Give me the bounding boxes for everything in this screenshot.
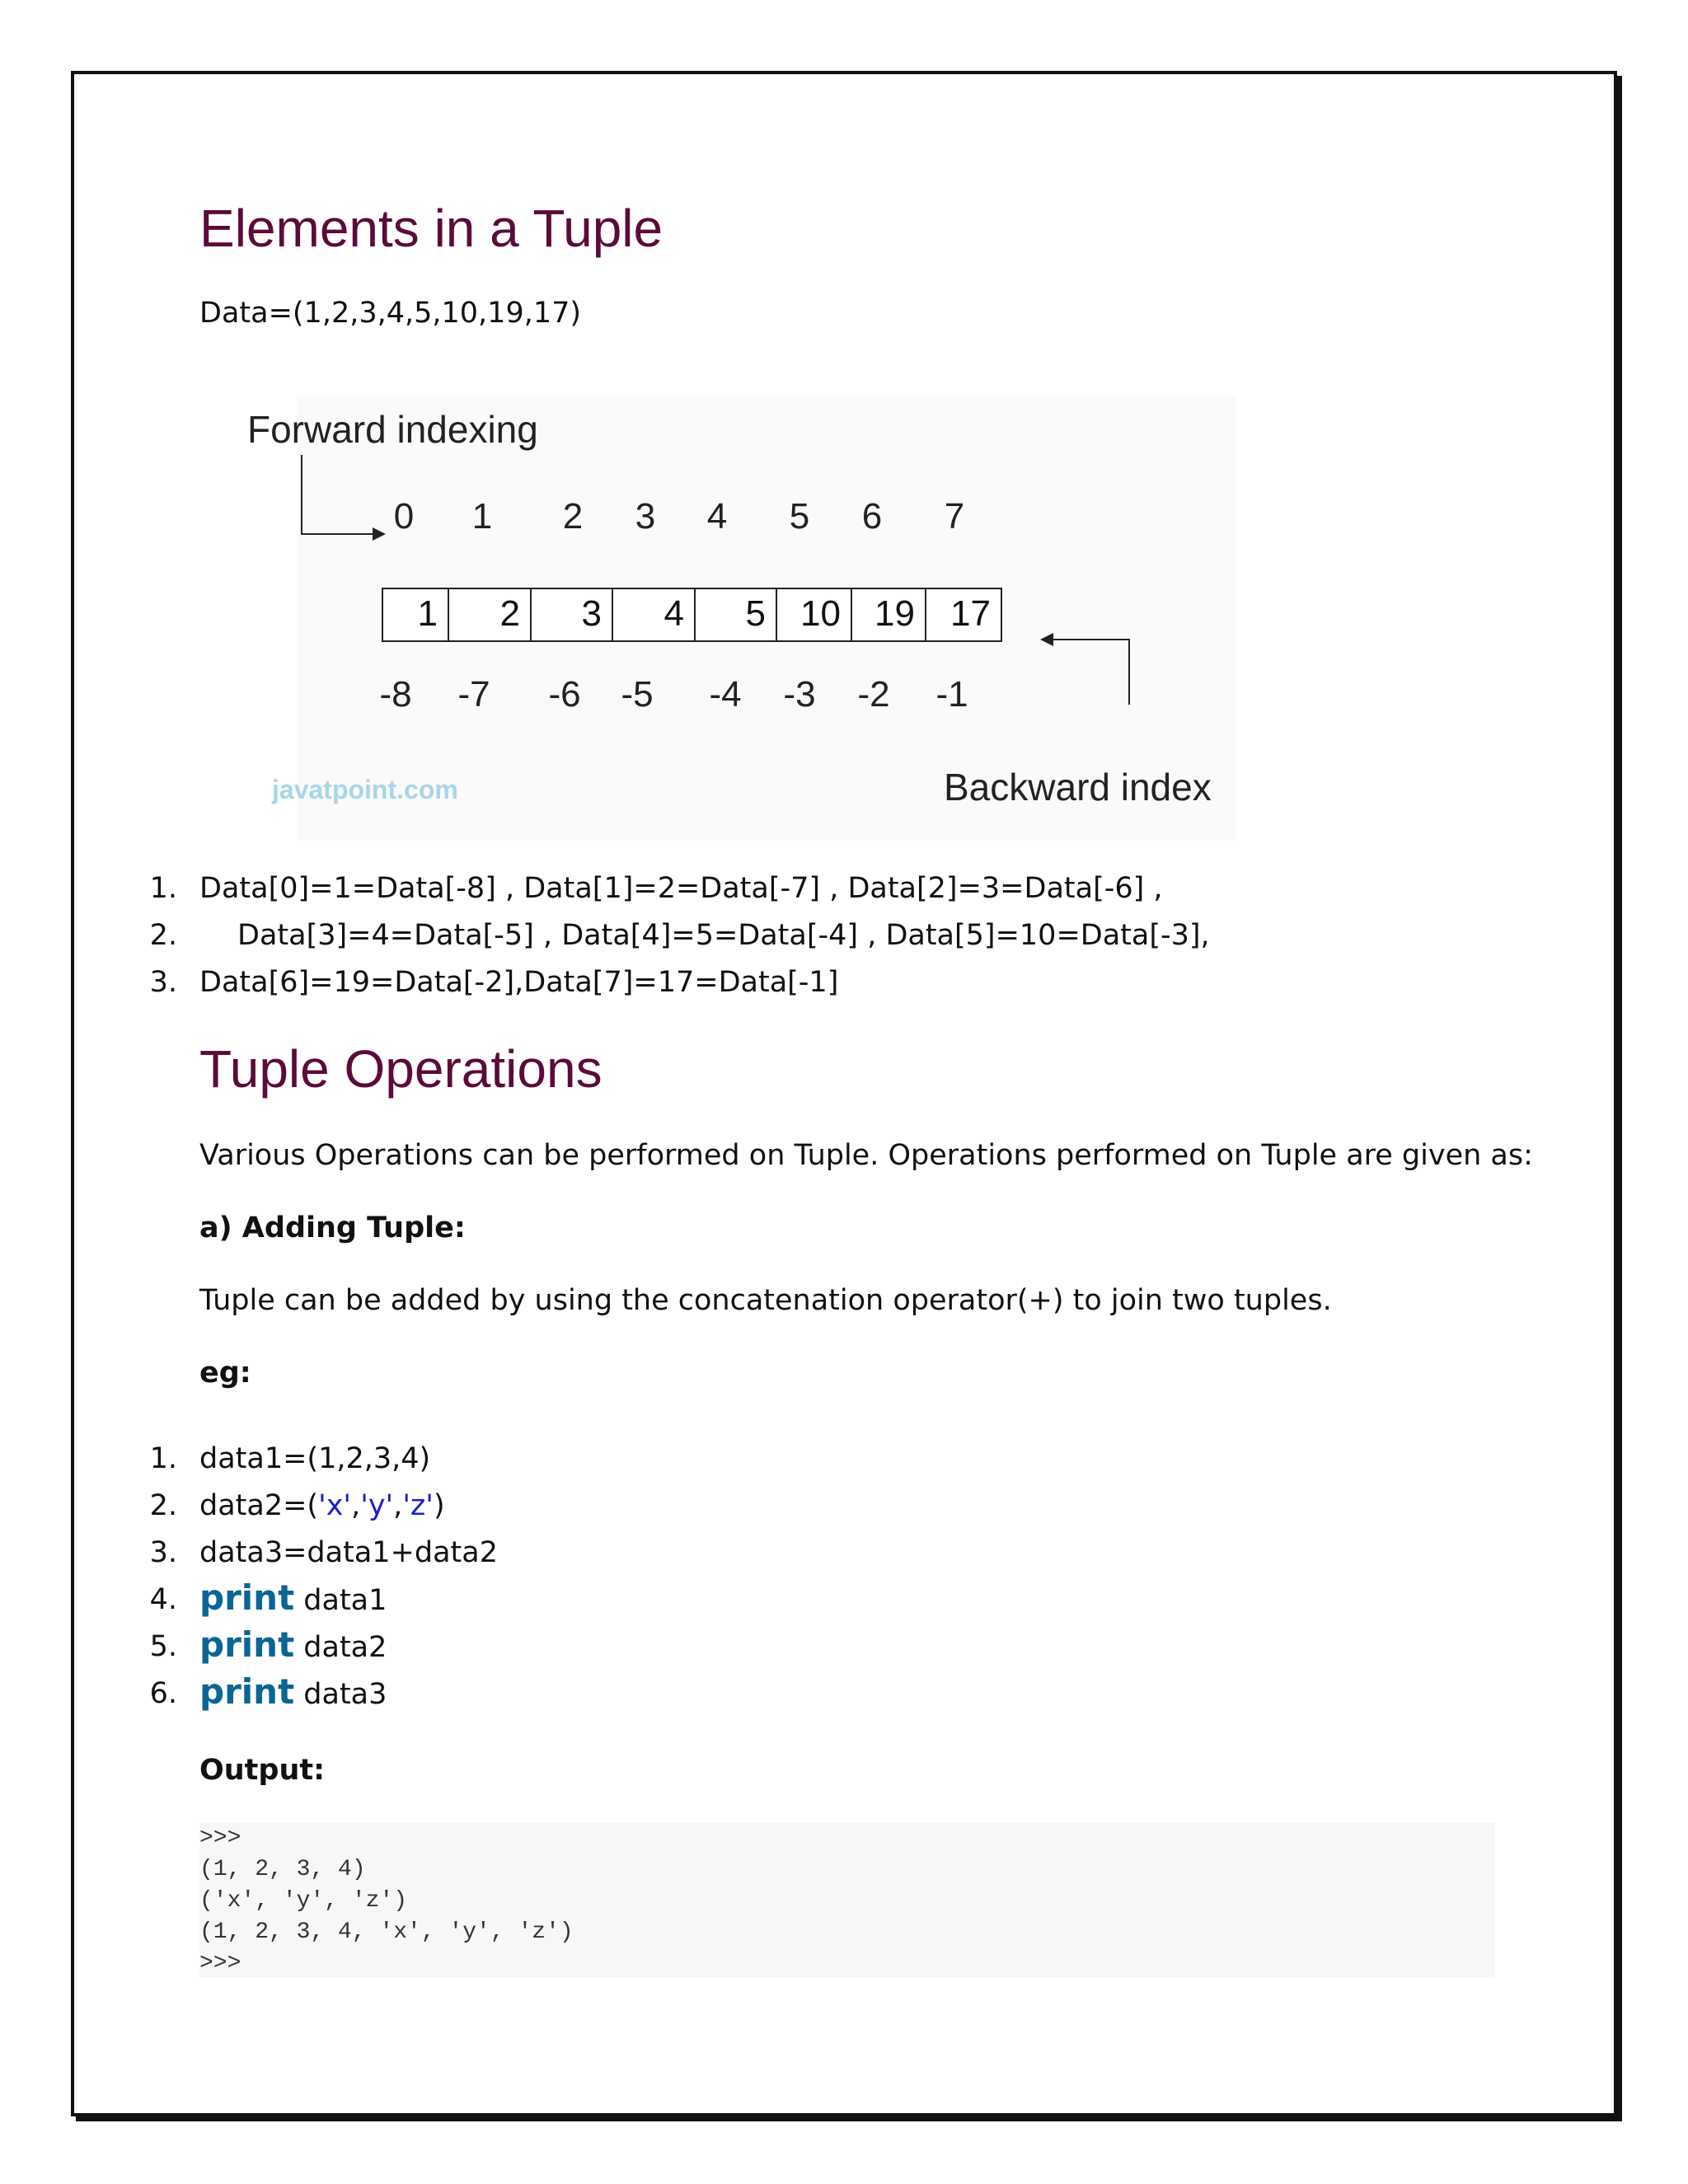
indexing-diagram — [247, 396, 1236, 841]
output-line: >>> — [199, 1825, 241, 1851]
forward-index: 4 — [706, 496, 728, 537]
tuple-cell: 19 — [851, 588, 926, 642]
backward-index: -5 — [621, 674, 654, 715]
list-item: Data[0]=1=Data[-8] , Data[1]=2=Data[-7] , Data[2]=3=Data[-6] , — [199, 872, 1163, 905]
code-line-number: 6. — [149, 1677, 177, 1710]
backward-arrow-head — [1040, 633, 1053, 646]
backward-index: -1 — [935, 674, 968, 715]
output-line: (1, 2, 3, 4) — [199, 1857, 366, 1882]
backward-index: -4 — [709, 674, 742, 715]
tuple-cell: 17 — [925, 588, 1002, 642]
print-keyword: print — [199, 1577, 295, 1618]
watermark-logo: javatpoint.com — [272, 775, 458, 804]
backward-index: -7 — [457, 674, 490, 715]
forward-arrow-line — [302, 455, 373, 534]
backward-index: -3 — [783, 674, 816, 715]
backward-arrow-line — [1053, 640, 1129, 705]
print-keyword: print — [199, 1624, 295, 1665]
output-box — [199, 1823, 1495, 1978]
list-item: Data[3]=4=Data[-5] , Data[4]=5=Data[-4] , Data[5]=10=Data[-3], — [237, 919, 1210, 952]
list-number: 1. — [149, 872, 177, 905]
sub-heading-adding-tuple: a) Adding Tuple: — [199, 1212, 466, 1244]
code-line: print data1 — [199, 1577, 387, 1618]
tuple-cell: 3 — [530, 588, 613, 642]
code-line-number: 4. — [149, 1583, 177, 1616]
tuple-cell: 2 — [448, 588, 532, 642]
operations-intro: Various Operations can be performed on Tuple. Operations performed on Tuple are given as: — [199, 1139, 1533, 1172]
tuple-cell: 1 — [382, 588, 449, 642]
forward-index: 2 — [562, 496, 584, 537]
data-definition: Data=(1,2,3,4,5,10,19,17) — [199, 297, 582, 330]
backward-index: -6 — [548, 674, 581, 715]
section-title-elements: Elements in a Tuple — [199, 199, 663, 258]
forward-index: 3 — [635, 496, 656, 537]
forward-index: 6 — [861, 496, 883, 537]
forward-index: 0 — [393, 496, 415, 537]
code-line: print data2 — [199, 1624, 387, 1665]
forward-index: 5 — [789, 496, 810, 537]
backward-index: -8 — [379, 674, 412, 715]
code-line-number: 5. — [149, 1630, 177, 1663]
list-item: Data[6]=19=Data[-2],Data[7]=17=Data[-1] — [199, 966, 839, 999]
output-line: ('x', 'y', 'z') — [199, 1888, 408, 1914]
code-line-number: 3. — [149, 1536, 177, 1569]
backward-index: -2 — [857, 674, 890, 715]
forward-index: 7 — [944, 496, 965, 537]
backward-index-label: Backward index — [944, 766, 1212, 808]
eg-label: eg: — [199, 1357, 251, 1390]
section-title-operations: Tuple Operations — [199, 1039, 603, 1099]
forward-index: 1 — [471, 496, 493, 537]
output-label: Output: — [199, 1754, 326, 1787]
forward-indexing-label: Forward indexing — [247, 408, 538, 451]
tuple-cell: 4 — [612, 588, 696, 642]
code-line: print data3 — [199, 1671, 387, 1712]
code-line: data1=(1,2,3,4) — [199, 1442, 431, 1475]
adding-description: Tuple can be added by using the concatenation operator(+) to join two tuples. — [199, 1284, 1332, 1317]
tuple-cell: 5 — [694, 588, 777, 642]
code-line: data3=data1+data2 — [199, 1536, 498, 1569]
code-line: data2=('x','y','z') — [199, 1489, 445, 1522]
code-line-number: 2. — [149, 1489, 177, 1522]
tuple-cell: 10 — [776, 588, 852, 642]
output-line: (1, 2, 3, 4, 'x', 'y', 'z') — [199, 1919, 574, 1945]
code-line-number: 1. — [149, 1442, 177, 1475]
print-keyword: print — [199, 1671, 295, 1712]
output-line: >>> — [199, 1951, 241, 1976]
list-number: 3. — [149, 966, 177, 999]
list-number: 2. — [149, 919, 177, 952]
